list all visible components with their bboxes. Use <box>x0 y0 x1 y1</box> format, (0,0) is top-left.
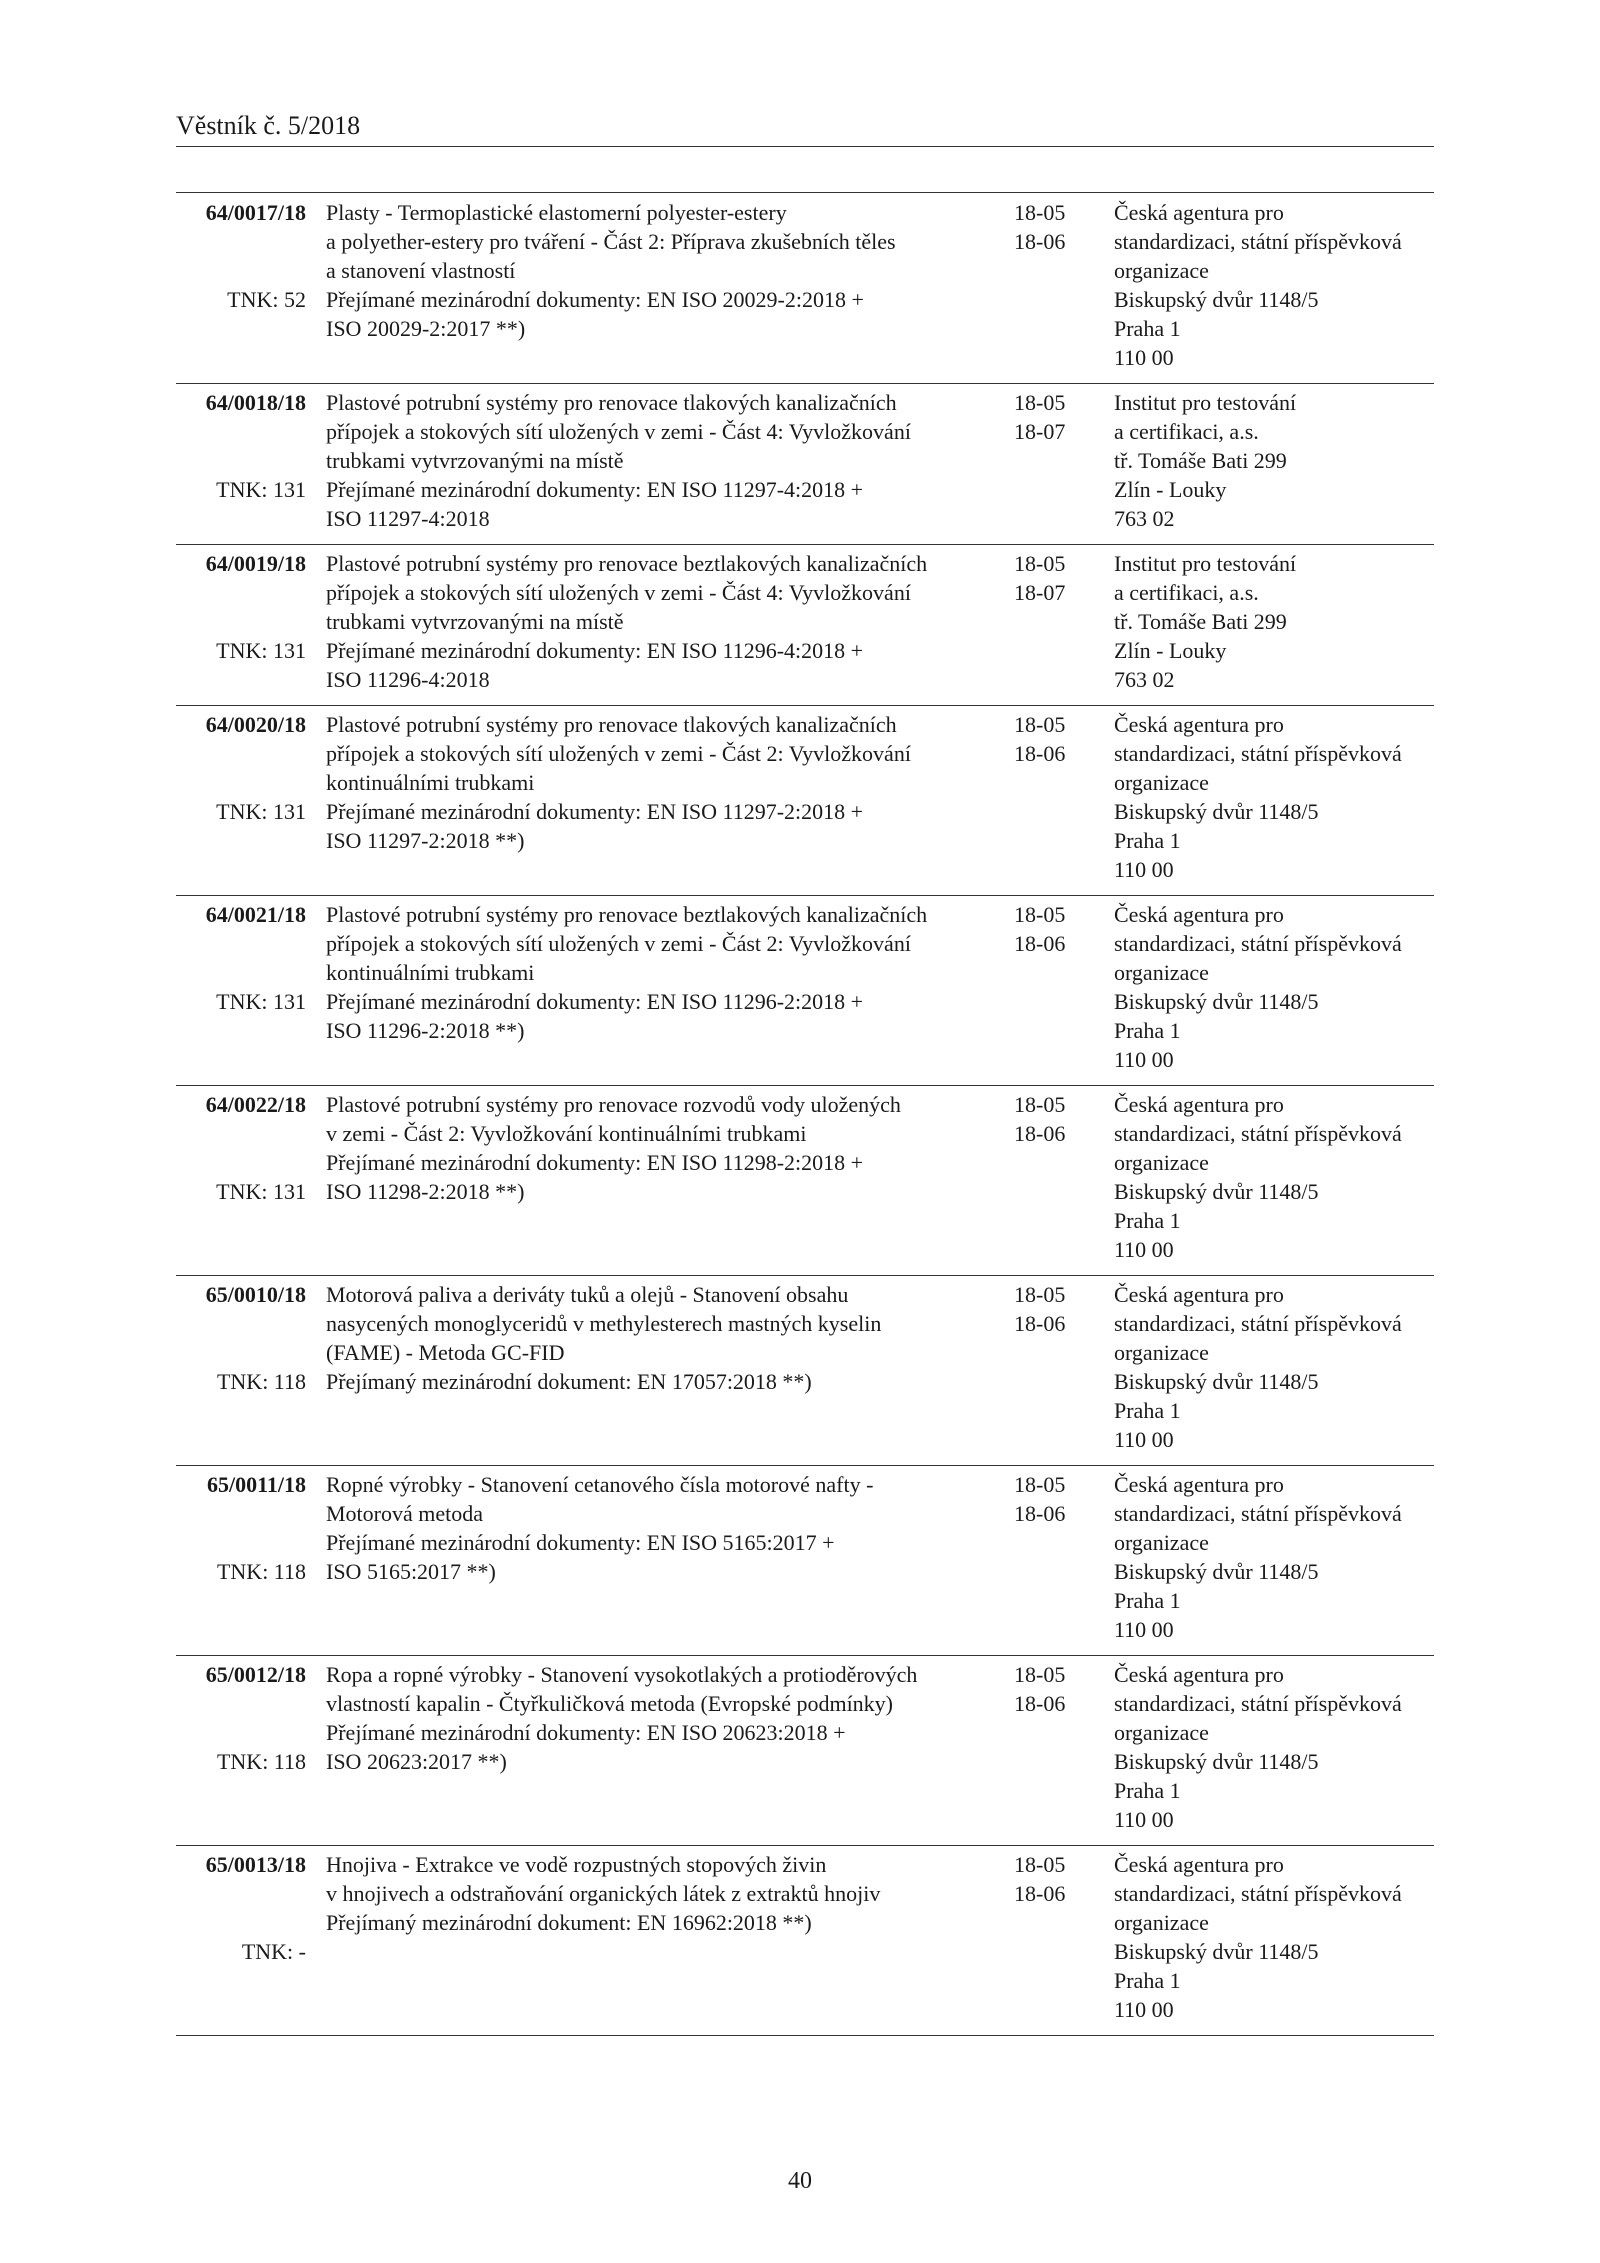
title-line: přípojek a stokových sítí uložených v zemi - Část 4: Vyvložkování <box>326 419 911 444</box>
organization-line: Institut pro testování <box>1114 390 1297 415</box>
title-line: Přejímané mezinárodní dokumenty: EN ISO 11298-2:2018 + <box>326 1150 864 1175</box>
dates-cell <box>1014 900 1094 958</box>
title-line: Přejímané mezinárodní dokumenty: EN ISO 11297-4:2018 + <box>326 477 864 502</box>
organization-cell <box>1114 1660 1434 1834</box>
organization-line: Praha 1 <box>1114 316 1181 341</box>
title-line: Přejímaný mezinárodní dokument: EN 17057:2018 **) <box>326 1369 812 1394</box>
title-line: ISO 11296-2:2018 **) <box>326 1018 525 1043</box>
organization-line: 763 02 <box>1114 667 1175 692</box>
organization-line: 110 00 <box>1114 345 1174 370</box>
tnk-label: TNK: 118 <box>216 1559 306 1584</box>
standard-number: 65/0010/18 <box>205 1282 306 1307</box>
organization-line: 110 00 <box>1114 1617 1174 1642</box>
organization-line: organizace <box>1114 960 1209 985</box>
organization-line: Zlín - Louky <box>1114 477 1227 502</box>
organization-cell <box>1114 549 1434 694</box>
title-line: ISO 11296-4:2018 <box>326 667 490 692</box>
dates-cell <box>1014 1090 1094 1148</box>
standard-title-cell <box>326 1280 882 1396</box>
tnk-label: TNK: - <box>241 1939 306 1964</box>
date-code: 18-06 <box>1014 1121 1066 1146</box>
organization-line: 110 00 <box>1114 1997 1174 2022</box>
title-line: nasycených monoglyceridů v methylesterech mastných kyselin <box>326 1311 882 1336</box>
tnk-label: TNK: 131 <box>216 638 306 663</box>
standard-title-cell <box>326 388 911 533</box>
standard-title-cell <box>326 1470 874 1586</box>
title-line: Přejímané mezinárodní dokumenty: EN ISO 20623:2018 + <box>326 1720 846 1745</box>
organization-line: organizace <box>1114 1720 1209 1745</box>
standard-id-cell <box>176 1280 306 1394</box>
organization-line: Česká agentura pro <box>1114 1472 1284 1497</box>
table-row <box>176 1846 1434 2036</box>
organization-line: standardizaci, státní příspěvková <box>1114 229 1402 254</box>
organization-line: Biskupský dvůr 1148/5 <box>1114 799 1319 824</box>
date-code: 18-06 <box>1014 1311 1066 1336</box>
organization-line: standardizaci, státní příspěvková <box>1114 931 1402 956</box>
date-code: 18-05 <box>1014 1282 1066 1307</box>
standard-id-cell <box>176 388 306 502</box>
organization-cell <box>1114 1470 1434 1644</box>
dates-cell <box>1014 549 1094 607</box>
date-code: 18-06 <box>1014 741 1066 766</box>
page-header <box>176 110 1434 147</box>
title-line: Hnojiva - Extrakce ve vodě rozpustných stopových živin <box>326 1852 827 1877</box>
page-number: 40 <box>788 2168 812 2194</box>
title-line: ISO 11297-2:2018 **) <box>326 828 525 853</box>
date-code: 18-06 <box>1014 1881 1066 1906</box>
organization-line: Praha 1 <box>1114 1208 1181 1233</box>
organization-line: Biskupský dvůr 1148/5 <box>1114 1369 1319 1394</box>
journal-title: Věstník č. 5/2018 <box>176 111 361 140</box>
organization-line: Praha 1 <box>1114 1778 1181 1803</box>
date-code: 18-05 <box>1014 1092 1066 1117</box>
standard-title-cell <box>326 549 928 694</box>
organization-line: 110 00 <box>1114 1427 1174 1452</box>
title-line: ISO 5165:2017 **) <box>326 1559 496 1584</box>
date-code: 18-05 <box>1014 1852 1066 1877</box>
title-line: Plasty - Termoplastické elastomerní polyester-estery <box>326 200 787 225</box>
organization-line: 763 02 <box>1114 506 1175 531</box>
title-line: Plastové potrubní systémy pro renovace beztlakových kanalizačních <box>326 902 928 927</box>
tnk-label: TNK: 131 <box>216 989 306 1014</box>
standard-number: 64/0021/18 <box>205 902 306 927</box>
date-code: 18-05 <box>1014 902 1066 927</box>
table-row <box>176 194 1434 384</box>
standards-table <box>176 194 1434 2036</box>
organization-cell <box>1114 1090 1434 1264</box>
dates-cell <box>1014 1660 1094 1718</box>
date-code: 18-07 <box>1014 580 1066 605</box>
dates-cell <box>1014 1850 1094 1908</box>
title-line: trubkami vytvrzovanými na místě <box>326 609 624 634</box>
organization-cell <box>1114 1850 1434 2024</box>
standard-number: 65/0011/18 <box>206 1472 306 1497</box>
title-line: Plastové potrubní systémy pro renovace tlakových kanalizačních <box>326 390 897 415</box>
organization-line: standardizaci, státní příspěvková <box>1114 1121 1402 1146</box>
organization-cell <box>1114 710 1434 884</box>
title-line: Přejímané mezinárodní dokumenty: EN ISO 11297-2:2018 + <box>326 799 864 824</box>
standard-id-cell <box>176 198 306 312</box>
standard-id-cell <box>176 1090 306 1204</box>
organization-line: Biskupský dvůr 1148/5 <box>1114 1939 1319 1964</box>
organization-line: 110 00 <box>1114 1237 1174 1262</box>
standard-number: 65/0013/18 <box>205 1852 306 1877</box>
title-line: přípojek a stokových sítí uložených v zemi - Část 4: Vyvložkování <box>326 580 911 605</box>
date-code: 18-05 <box>1014 390 1066 415</box>
title-line: (FAME) - Metoda GC-FID <box>326 1340 565 1365</box>
organization-line: Praha 1 <box>1114 1398 1181 1423</box>
dates-cell <box>1014 710 1094 768</box>
title-line: Přejímané mezinárodní dokumenty: EN ISO 11296-2:2018 + <box>326 989 864 1014</box>
table-row <box>176 1466 1434 1656</box>
title-line: Přejímaný mezinárodní dokument: EN 16962:2018 **) <box>326 1910 812 1935</box>
title-line: Ropa a ropné výrobky - Stanovení vysokotlakých a protioděrových <box>326 1662 918 1687</box>
organization-line: Praha 1 <box>1114 1588 1181 1613</box>
organization-line: Česká agentura pro <box>1114 712 1284 737</box>
title-line: ISO 11297-4:2018 <box>326 506 490 531</box>
title-line: přípojek a stokových sítí uložených v zemi - Část 2: Vyvložkování <box>326 931 911 956</box>
title-line: kontinuálními trubkami <box>326 770 535 795</box>
tnk-label: TNK: 131 <box>216 477 306 502</box>
title-line: Plastové potrubní systémy pro renovace beztlakových kanalizačních <box>326 551 928 576</box>
standard-number: 64/0019/18 <box>205 551 306 576</box>
tnk-label: TNK: 52 <box>227 287 306 312</box>
table-row <box>176 1086 1434 1276</box>
organization-line: standardizaci, státní příspěvková <box>1114 741 1402 766</box>
dates-cell <box>1014 388 1094 446</box>
tnk-label: TNK: 118 <box>216 1749 306 1774</box>
organization-cell <box>1114 900 1434 1074</box>
title-line: Přejímané mezinárodní dokumenty: EN ISO 20029-2:2018 + <box>326 287 864 312</box>
organization-line: Biskupský dvůr 1148/5 <box>1114 1559 1319 1584</box>
table-row <box>176 706 1434 896</box>
organization-line: Česká agentura pro <box>1114 902 1284 927</box>
organization-line: organizace <box>1114 770 1209 795</box>
organization-line: a certifikaci, a.s. <box>1114 419 1259 444</box>
organization-line: Česká agentura pro <box>1114 1282 1284 1307</box>
standard-number: 64/0022/18 <box>205 1092 306 1117</box>
organization-line: Česká agentura pro <box>1114 1852 1284 1877</box>
dates-cell <box>1014 1280 1094 1338</box>
date-code: 18-05 <box>1014 200 1066 225</box>
standard-id-cell <box>176 900 306 1014</box>
organization-line: tř. Tomáše Bati 299 <box>1114 609 1287 634</box>
organization-line: Biskupský dvůr 1148/5 <box>1114 1179 1319 1204</box>
title-line: Přejímané mezinárodní dokumenty: EN ISO 5165:2017 + <box>326 1530 835 1555</box>
organization-line: Česká agentura pro <box>1114 1662 1284 1687</box>
organization-cell <box>1114 198 1434 372</box>
organization-line: Zlín - Louky <box>1114 638 1227 663</box>
organization-line: 110 00 <box>1114 857 1174 882</box>
standard-title-cell <box>326 1850 881 1937</box>
title-line: kontinuálními trubkami <box>326 960 535 985</box>
title-line: Motorová paliva a deriváty tuků a olejů - Stanovení obsahu <box>326 1282 849 1307</box>
standard-number: 64/0018/18 <box>205 390 306 415</box>
dates-cell <box>1014 198 1094 256</box>
organization-line: Biskupský dvůr 1148/5 <box>1114 287 1319 312</box>
organization-line: organizace <box>1114 1150 1209 1175</box>
standard-number: 64/0017/18 <box>205 200 306 225</box>
table-row <box>176 1656 1434 1846</box>
organization-line: Praha 1 <box>1114 828 1181 853</box>
standard-number: 64/0020/18 <box>205 712 306 737</box>
organization-line: Praha 1 <box>1114 1968 1181 1993</box>
tnk-label: TNK: 131 <box>216 799 306 824</box>
title-line: Motorová metoda <box>326 1501 484 1526</box>
organization-line: Biskupský dvůr 1148/5 <box>1114 1749 1319 1774</box>
title-line: a polyether-estery pro tváření - Část 2: Příprava zkušebních těles <box>326 229 896 254</box>
organization-cell <box>1114 1280 1434 1454</box>
organization-line: Biskupský dvůr 1148/5 <box>1114 989 1319 1014</box>
table-row <box>176 896 1434 1086</box>
date-code: 18-07 <box>1014 419 1066 444</box>
organization-line: standardizaci, státní příspěvková <box>1114 1501 1402 1526</box>
title-line: vlastností kapalin - Čtyřkuličková metoda (Evropské podmínky) <box>326 1691 894 1716</box>
title-line: ISO 11298-2:2018 **) <box>326 1179 525 1204</box>
standard-id-cell <box>176 1470 306 1584</box>
date-code: 18-06 <box>1014 229 1066 254</box>
date-code: 18-05 <box>1014 1662 1066 1687</box>
title-line: a stanovení vlastností <box>326 258 516 283</box>
standard-number: 65/0012/18 <box>205 1662 306 1687</box>
organization-line: 110 00 <box>1114 1047 1174 1072</box>
organization-line: organizace <box>1114 1530 1209 1555</box>
organization-line: standardizaci, státní příspěvková <box>1114 1311 1402 1336</box>
title-line: Plastové potrubní systémy pro renovace rozvodů vody uložených <box>326 1092 901 1117</box>
title-line: Přejímané mezinárodní dokumenty: EN ISO 11296-4:2018 + <box>326 638 864 663</box>
date-code: 18-06 <box>1014 1501 1066 1526</box>
standard-title-cell <box>326 710 911 855</box>
standard-id-cell <box>176 549 306 663</box>
tnk-label: TNK: 131 <box>216 1179 306 1204</box>
title-line: Ropné výrobky - Stanovení cetanového čísla motorové nafty - <box>326 1472 874 1497</box>
standard-id-cell <box>176 1660 306 1774</box>
organization-line: Česká agentura pro <box>1114 1092 1284 1117</box>
organization-line: organizace <box>1114 258 1209 283</box>
title-line: přípojek a stokových sítí uložených v zemi - Část 2: Vyvložkování <box>326 741 911 766</box>
standard-title-cell <box>326 900 928 1045</box>
title-line: Plastové potrubní systémy pro renovace tlakových kanalizačních <box>326 712 897 737</box>
title-line: v hnojivech a odstraňování organických látek z extraktů hnojiv <box>326 1881 881 1906</box>
date-code: 18-05 <box>1014 551 1066 576</box>
title-line: v zemi - Část 2: Vyvložkování kontinuálními trubkami <box>326 1121 807 1146</box>
organization-line: organizace <box>1114 1910 1209 1935</box>
organization-line: standardizaci, státní příspěvková <box>1114 1691 1402 1716</box>
organization-line: 110 00 <box>1114 1807 1174 1832</box>
organization-line: organizace <box>1114 1340 1209 1365</box>
table-row <box>176 545 1434 706</box>
table-row <box>176 384 1434 545</box>
date-code: 18-05 <box>1014 1472 1066 1497</box>
organization-line: a certifikaci, a.s. <box>1114 580 1259 605</box>
date-code: 18-06 <box>1014 931 1066 956</box>
standard-title-cell <box>326 198 896 343</box>
date-code: 18-05 <box>1014 712 1066 737</box>
standard-title-cell <box>326 1660 918 1776</box>
standard-id-cell <box>176 1850 306 1964</box>
table-top-rule <box>176 192 1434 193</box>
organization-line: tř. Tomáše Bati 299 <box>1114 448 1287 473</box>
title-line: ISO 20029-2:2017 **) <box>326 316 526 341</box>
organization-line: Praha 1 <box>1114 1018 1181 1043</box>
organization-line: Česká agentura pro <box>1114 200 1284 225</box>
tnk-label: TNK: 118 <box>216 1369 306 1394</box>
organization-cell <box>1114 388 1434 533</box>
title-line: ISO 20623:2017 **) <box>326 1749 507 1774</box>
standard-id-cell <box>176 710 306 824</box>
date-code: 18-06 <box>1014 1691 1066 1716</box>
standard-title-cell <box>326 1090 901 1206</box>
table-row <box>176 1276 1434 1466</box>
title-line: trubkami vytvrzovanými na místě <box>326 448 624 473</box>
organization-line: Institut pro testování <box>1114 551 1297 576</box>
organization-line: standardizaci, státní příspěvková <box>1114 1881 1402 1906</box>
dates-cell <box>1014 1470 1094 1528</box>
